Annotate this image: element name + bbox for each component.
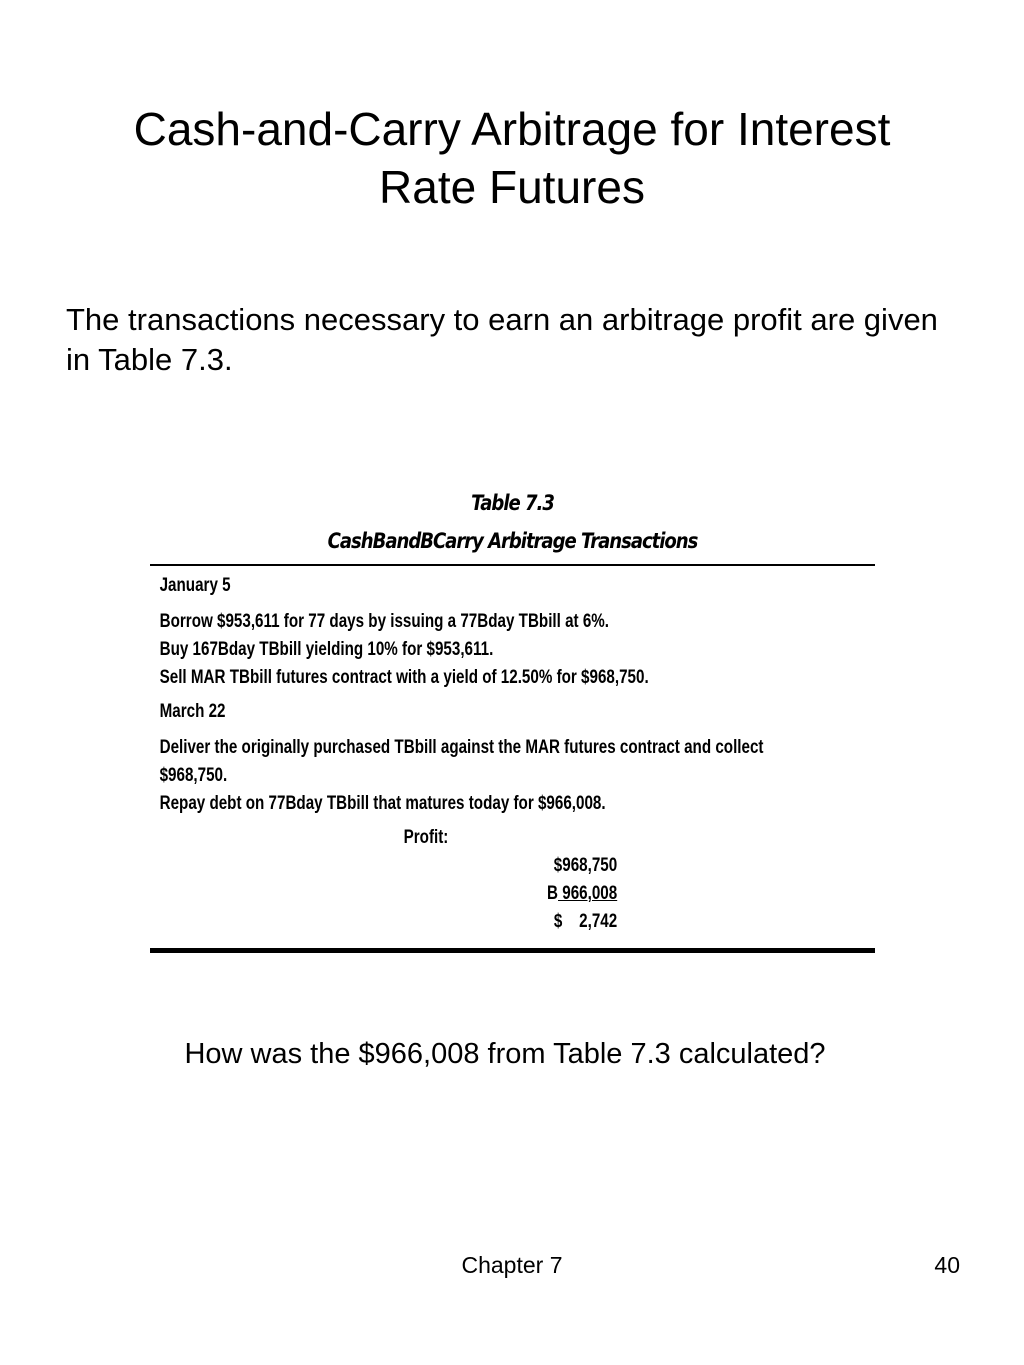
- slide-title: Cash-and-Carry Arbitrage for Interest Rate Futures: [133, 103, 891, 213]
- profit-result: $ 2,742: [553, 911, 618, 932]
- table-7-3: [150, 484, 875, 953]
- table-caption-number: Table 7.3: [471, 491, 554, 515]
- section-date-january: January 5: [159, 575, 231, 596]
- transaction-line: Deliver the originally purchased TBbill against the MAR futures contract and collect: [159, 737, 764, 758]
- table-top-rule: [150, 564, 875, 566]
- intro-text: The transactions necessary to earn an arbitrage profit are given in Table 7.3.: [66, 302, 938, 377]
- profit-amount-repaid-value: 966,008: [558, 883, 618, 904]
- table-caption-title: CashBandBCarry Arbitrage Transactions: [327, 529, 698, 553]
- table-body: [150, 572, 864, 936]
- minus-sign: B: [547, 883, 559, 904]
- transaction-line: Sell MAR TBbill futures contract with a yield of 12.50% for $968,750.: [159, 667, 649, 688]
- footer-chapter: Chapter 7: [461, 1252, 563, 1278]
- profit-amounts: [160, 852, 618, 936]
- question-text: How was the $966,008 from Table 7.3 calculated?: [184, 1038, 826, 1070]
- section-date-march: March 22: [159, 701, 226, 722]
- profit-label: Profit:: [403, 827, 449, 848]
- transaction-line: Buy 167Bday TBbill yielding 10% for $953,611.: [159, 639, 494, 660]
- table-bottom-rule: [150, 948, 875, 953]
- transaction-line: Repay debt on 77Bday TBbill that matures today for $966,008.: [159, 793, 606, 814]
- transaction-line: $968,750.: [159, 765, 228, 786]
- footer-page-number: 40: [934, 1252, 960, 1278]
- profit-amount-repaid: [160, 880, 618, 908]
- profit-amount-collected: $968,750: [553, 855, 618, 876]
- transaction-line: Borrow $953,611 for 77 days by issuing a 77Bday TBbill at 6%.: [159, 611, 610, 632]
